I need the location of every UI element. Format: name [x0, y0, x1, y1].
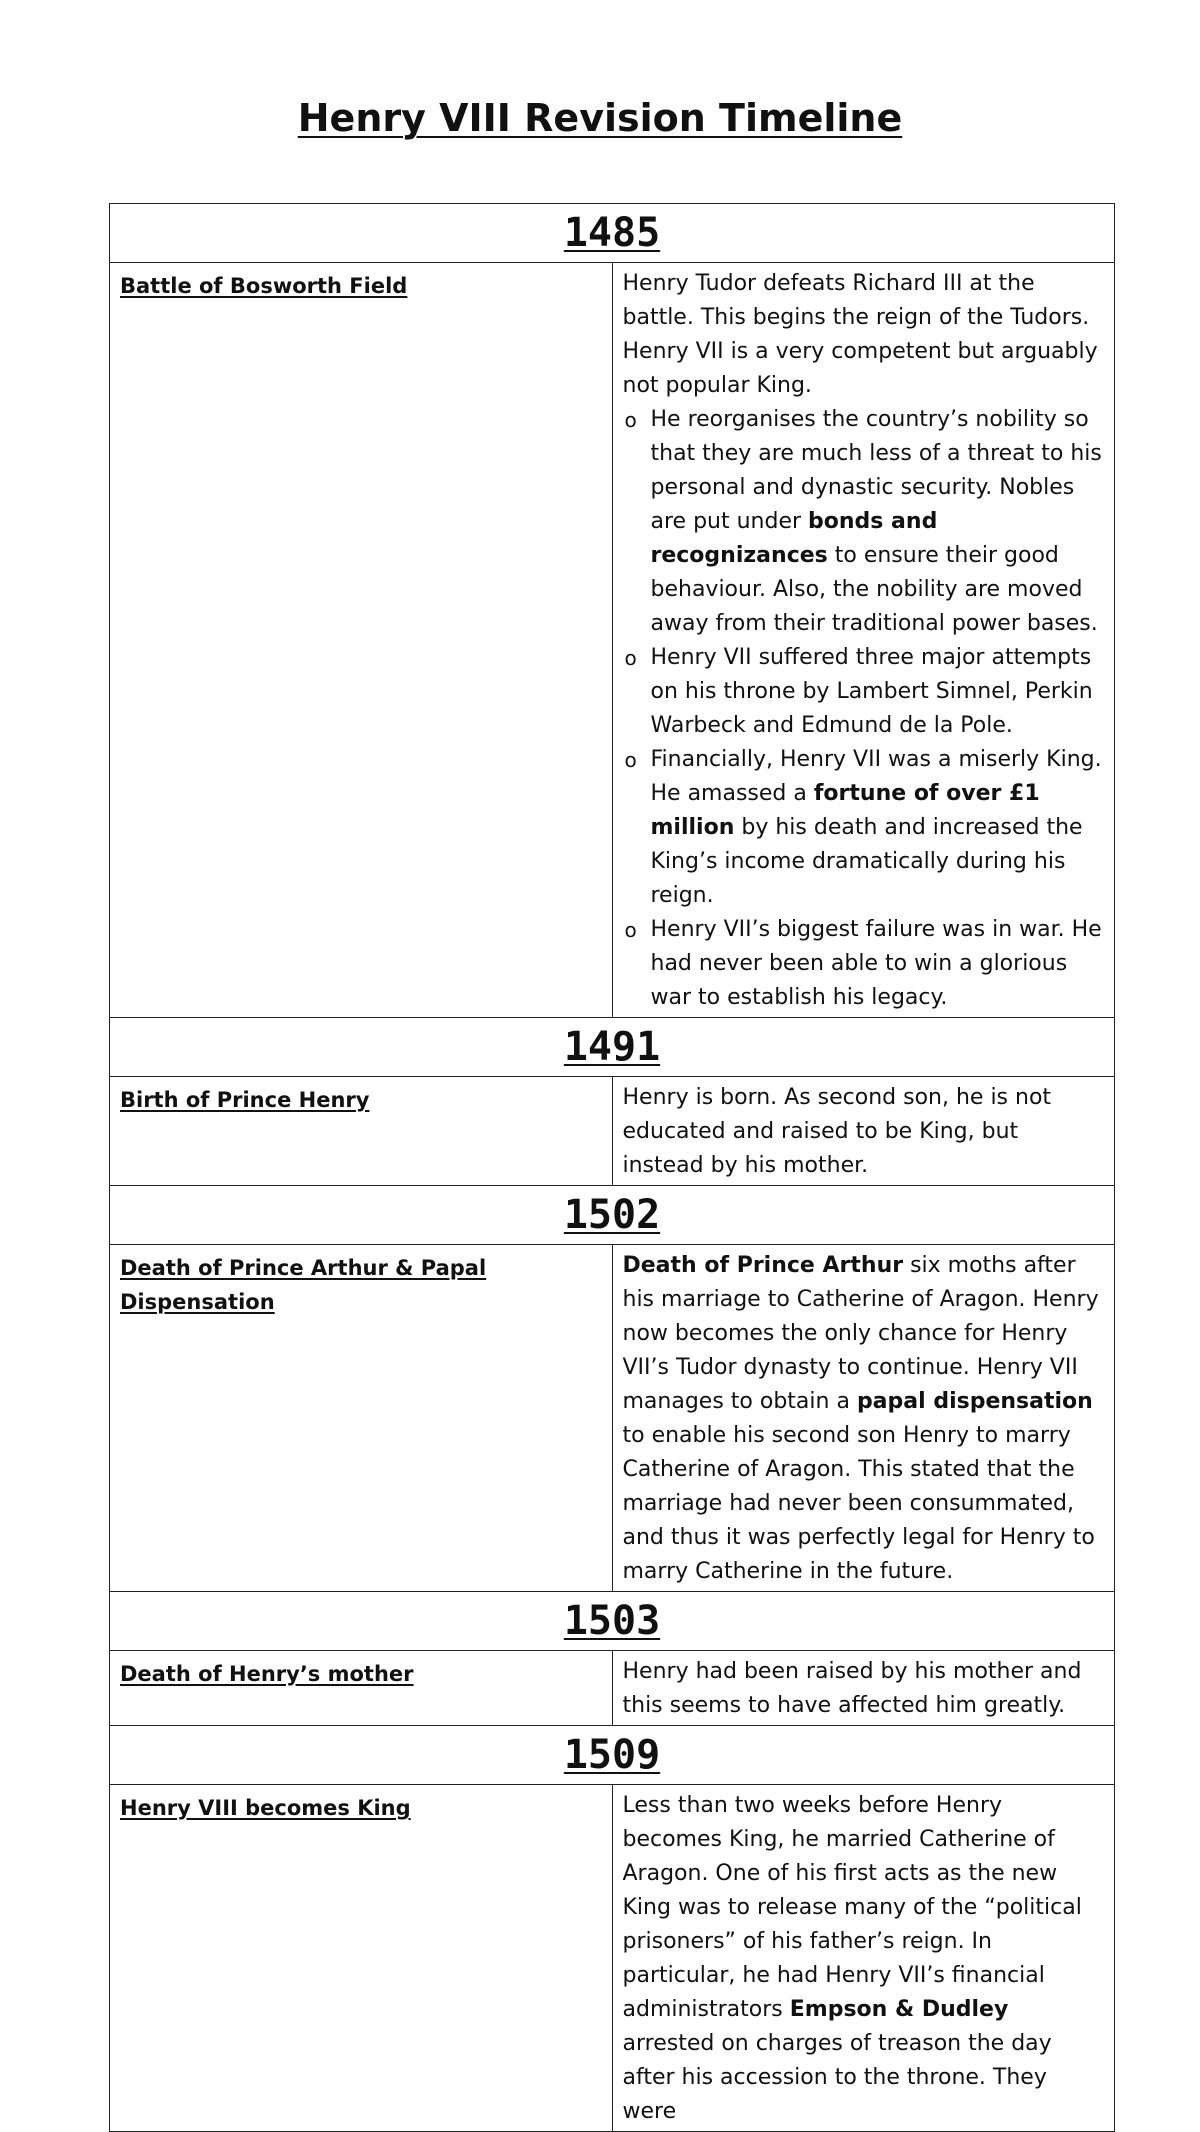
- event-row: [110, 1651, 1115, 1726]
- year-cell: [110, 1592, 1115, 1651]
- bullet-text: by his death and increased the King’s income dramatically during his reign.: [650, 815, 1083, 908]
- event-bullet: [623, 641, 1105, 743]
- bullet-text: Henry VII’s biggest failure was in war. He had never been able to win a glorious war to establish his legacy.: [650, 917, 1102, 1010]
- year-row: [110, 204, 1115, 263]
- year-heading: 1491: [563, 1024, 661, 1070]
- event-description: Henry had been raised by his mother and this seems to have affected him greatly.: [622, 1659, 1082, 1718]
- year-heading: 1502: [563, 1192, 661, 1238]
- event-description-cell: [612, 1077, 1115, 1186]
- event-description-cell: [612, 1785, 1115, 2132]
- year-row: [110, 1726, 1115, 1785]
- year-heading: 1509: [563, 1732, 661, 1778]
- event-description-cell: [612, 263, 1115, 1018]
- timeline-table: [109, 203, 1115, 2132]
- event-label: Birth of Prince Henry: [120, 1088, 370, 1112]
- bullet-bold-text: fortune of over £1 million: [650, 781, 1040, 840]
- year-heading: 1485: [563, 210, 661, 256]
- year-cell: [110, 1018, 1115, 1077]
- bullet-marker: o: [624, 748, 637, 772]
- event-row: [110, 263, 1115, 1018]
- bullet-text: Financially, Henry VII was a miserly King. He amassed a: [650, 747, 1102, 806]
- event-bullet: [623, 913, 1105, 1015]
- year-cell: [110, 204, 1115, 263]
- bullet-marker: o: [624, 408, 637, 432]
- description-text: six moths after his marriage to Catherine of Aragon. Henry now becomes the only chance for Henry VII’s Tudor dynasty to continue. Henry VII manages to obtain a: [622, 1253, 1099, 1414]
- event-row: [110, 1077, 1115, 1186]
- document-title: Henry VIII Revision Timeline: [297, 96, 903, 140]
- event-bullet: [623, 743, 1105, 913]
- event-label: Henry VIII becomes King: [120, 1796, 411, 1820]
- event-label: Death of Henry’s mother: [120, 1662, 414, 1686]
- bullet-bold-text: bonds and recognizances: [650, 509, 938, 568]
- event-description-cell: [612, 1245, 1115, 1592]
- event-label: Death of Prince Arthur & Papal Dispensation: [120, 1256, 487, 1314]
- bold-text: Empson & Dudley: [789, 1997, 1009, 2022]
- event-label-cell: [110, 1785, 613, 2132]
- bullet-text: Henry VII suffered three major attempts on his throne by Lambert Simnel, Perkin Warbeck and Edmund de la Pole.: [650, 645, 1093, 738]
- bullet-text: to ensure their good behaviour. Also, the nobility are moved away from their traditional power bases.: [650, 543, 1098, 636]
- bold-text: papal dispensation: [856, 1389, 1093, 1414]
- event-row: [110, 1245, 1115, 1592]
- year-row: [110, 1186, 1115, 1245]
- description-text: Less than two weeks before Henry becomes King, he married Catherine of Aragon. One of his first acts as the new King was to release many of the “political prisoners” of his father’s reign. In particular, he had Henry VII’s financial administrators: [622, 1793, 1082, 2022]
- event-description: [623, 1789, 1105, 2129]
- event-description-cell: [612, 1651, 1115, 1726]
- event-intro: Henry Tudor defeats Richard III at the battle. This begins the reign of the Tudors. Henry VII is a very competent but arguably not popular King.: [622, 271, 1098, 398]
- event-label-cell: [110, 263, 613, 1018]
- event-row: [110, 1785, 1115, 2132]
- event-description: Henry is born. As second son, he is not educated and raised to be King, but instead by his mother.: [622, 1085, 1052, 1178]
- event-bullet: [623, 403, 1105, 641]
- event-description: [623, 1249, 1105, 1589]
- year-heading: 1503: [563, 1598, 661, 1644]
- year-cell: [110, 1726, 1115, 1785]
- bold-text: Death of Prince Arthur: [622, 1253, 904, 1278]
- event-label-cell: [110, 1651, 613, 1726]
- event-label-cell: [110, 1077, 613, 1186]
- bullet-marker: o: [624, 918, 637, 942]
- event-bullet-list: [623, 403, 1105, 1015]
- year-cell: [110, 1186, 1115, 1245]
- year-row: [110, 1592, 1115, 1651]
- bullet-marker: o: [624, 646, 637, 670]
- bullet-text: He reorganises the country’s nobility so that they are much less of a threat to his personal and dynastic security. Nobles are put under: [650, 407, 1102, 534]
- year-row: [110, 1018, 1115, 1077]
- description-text: arrested on charges of treason the day after his accession to the throne. They were: [622, 2031, 1052, 2124]
- description-text: to enable his second son Henry to marry Catherine of Aragon. This stated that the marriage had never been consummated, and thus it was perfectly legal for Henry to marry Catherine in the future.: [622, 1423, 1095, 1584]
- event-label-cell: [110, 1245, 613, 1592]
- event-label: Battle of Bosworth Field: [120, 274, 408, 298]
